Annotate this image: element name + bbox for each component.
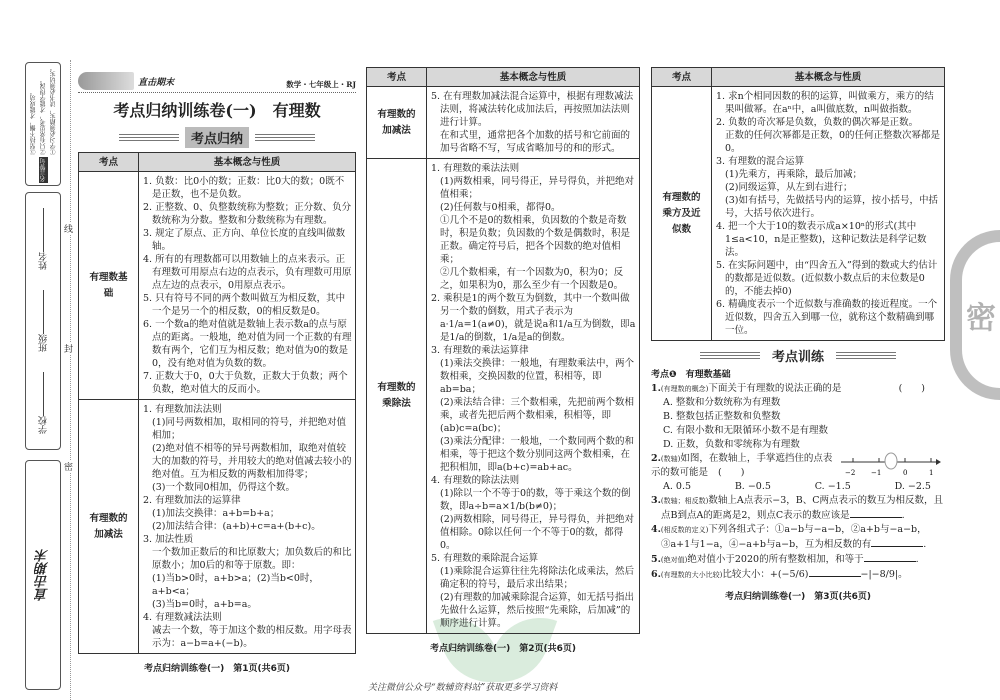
col-header-topic: 考点 (79, 153, 139, 171)
concept-item: 5. 只有符号不同的两个数叫做互为相反数，其中一个是另一个的相反数，0的相反数是0。 (143, 293, 346, 317)
concept-item: 5. 在实际问题中，由“四舍五入”得到的数或大约估计的数都是近似数。(近似数小数点后的末位数是0的，不能去掉0) (716, 260, 938, 297)
concept-item: 3. 加法性质 (143, 534, 194, 545)
concept-item: (2)绝对值不相等的异号两数相加，取绝对值较大的加数的符号，并用较大的绝对值减去较小的绝对值。互为相反数的两数相加得零； (152, 443, 352, 480)
brand-logo: 直击期末 (35, 549, 51, 601)
concept-item: (1)乘法交换律：一般地，有理数乘法中，两个数相乘，交换因数的位置，积相等，即ab=ba； (440, 358, 634, 395)
school-field[interactable] (37, 372, 50, 434)
concept-item: 3. 有理数的混合运算 (716, 156, 805, 167)
col-header-topic: 考点 (652, 68, 712, 86)
concept-item: 4. 把一个大于10的数表示成a×10ⁿ的形式(其中1≤a<10，n是正整数)，这种记数法是科学记数法。 (716, 221, 927, 258)
option[interactable]: B. 整数包括正整数和负整数 (663, 411, 781, 422)
section-title: 考点❶ 有理数基础 (651, 370, 731, 380)
concept-item: (1)除以一个不等于0的数，等于乘这个数的倒数，即a÷b=a×1/b(b≠0)； (440, 488, 631, 512)
table-row (367, 159, 639, 633)
name-label: 姓名 (38, 252, 49, 270)
concept-item: 4. 有理数减法法则 (143, 612, 222, 623)
page1-title: 考点归纳训练卷(一) 有理数 (113, 101, 321, 120)
option[interactable]: C. 有限小数和无限循环小数不是有理数 (663, 425, 828, 436)
tick-label: 1 (929, 469, 934, 477)
concept-item: 5. 在有理数加减法混合运算中，根据有理数减法法则，将减法转化成加法后，再按照加法法则进行计算。 (431, 91, 634, 128)
table-row (79, 400, 355, 653)
concept-item: 4. 所有的有理数都可以用数轴上的点来表示。正有理数可用原点右边的点表示，负有理数可用原点左边的点表示，0用原点表示。 (143, 254, 352, 291)
page3-footer: 考点归纳训练卷(一) 第3页(共6页) (725, 592, 871, 602)
concept-item: 2. 有理数加法的运算律 (143, 495, 241, 506)
concept-item: (2)加法结合律：(a+b)+c=a+(b+c)。 (152, 521, 321, 532)
concept-item: 1. 负数：比0小的数；正数：比0大的数；0既不是正数，也不是负数。 (143, 176, 345, 200)
concept-item: 3. 规定了原点、正方向、单位长度的直线叫做数轴。 (143, 228, 346, 252)
concept-item: 1. 有理数加法法则 (143, 404, 222, 415)
concept-item: 2. 乘积是1的两个数互为倒数，其中一个数叫做另一个数的倒数，用式子表示为a·1/a=1(a≠0)，就是说a和1/a互为倒数，即a是1/a的倒数，1/a是a的倒数。 (431, 293, 636, 343)
motto-box (25, 62, 61, 186)
page1-header-rule (78, 92, 356, 93)
page1-banner (78, 127, 356, 148)
row-topic: 有理数的加减法 (79, 400, 139, 653)
concept-item: (2)同级运算，从左到右进行； (725, 182, 853, 193)
page2-footer: 考点归纳训练卷(一) 第2页(共6页) (430, 644, 576, 654)
page2-table (366, 67, 640, 634)
concept-item: 2. 负数的奇次幂是负数，负数的偶次幂是正数。 (716, 117, 919, 128)
page2 (366, 67, 640, 655)
watermark-seal (950, 230, 1000, 400)
seal-line (70, 60, 71, 700)
concept-item: 1. 有理数的乘法法则 (431, 163, 520, 174)
bottom-note: 关注微信公众号“数辅资料站”获取更多学习资料 (368, 683, 558, 693)
row-topic: 有理数的乘方及近似数 (652, 87, 712, 340)
option[interactable]: A. 0.5 (663, 481, 692, 492)
col-header-concepts: 基本概念与性质 (499, 72, 567, 83)
row-content (139, 400, 355, 653)
practice-questions (651, 368, 945, 582)
concept-item: (1)两数相乘，同号得正，异号得负，并把绝对值相乘； (440, 176, 634, 200)
question-2: 2.(数轴)如图，在数轴上，手掌遮挡住的点表示的数可能是 ( ) −2 −1 0 1 (651, 452, 945, 480)
motto-3: ③坚持不懈，才能成功。 (29, 89, 37, 155)
page1-footer: 考点归纳训练卷(一) 第1页(共6页) (144, 664, 290, 674)
concept-item: 6. 精确度表示一个近似数与准确数的接近程度。一个近似数，四舍五入到哪一位，就称这个数精确到哪一位。 (716, 299, 938, 336)
concept-item: 5. 有理数的乘除混合运算 (431, 553, 539, 564)
concept-item: 6. 一个数a的绝对值就是数轴上表示数a的点与原点的距离。一般地，绝对值为同一个正数的有理数有两个，它们互为相反数；绝对值为0的数是0，没有绝对值为负数的数。 (143, 319, 352, 369)
concept-item: (3)乘法分配律：一般地，一个数同两个数的和相乘，等于把这个数分别同这两个数相乘，在把积相加，即a(b+c)=ab+ac。 (440, 436, 634, 473)
page1-brand-text: 直击期末 (138, 77, 175, 88)
page3 (651, 67, 945, 603)
option[interactable]: D. 正数，负数和零统称为有理数 (663, 439, 800, 450)
motto-label: 名言警句 (39, 158, 47, 182)
school-label: 学校 (38, 416, 49, 434)
page3-banner (651, 345, 945, 366)
concept-item: (1)乘除混合运算往往先将除法化成乘法，然后确定积的符号，最后求出结果； (440, 566, 634, 590)
tick-label: −2 (845, 469, 856, 477)
table-row (367, 87, 639, 159)
question-4: 4.(相反数的定义)下列各组式子：①a−b与−a−b，②a+b与−a−b，③a+1与1−a，④−a+b与a−b，互为相反数的有 . (651, 524, 927, 550)
concept-item: (3)当b=0时，a+b=a。 (152, 599, 257, 610)
concept-item: 减去一个数，等于加这个数的相反数。用字母表示为：a−b=a+(−b)。 (152, 625, 352, 649)
tick-label: 0 (903, 469, 908, 477)
concept-item: 4. 有理数的除法法则 (431, 475, 520, 486)
concept-item: (2)两数相除，同号得正，异号得负，并把绝对值相除。0除以任何一个不等于0的数，都得0。 (440, 514, 634, 551)
option[interactable]: D. −2.5 (894, 481, 931, 492)
hand-icon (885, 453, 897, 469)
question-5: 5.(绝对值)绝对值小于2020的所有整数相加，和等于 . (651, 554, 919, 565)
option[interactable]: C. −1.5 (814, 481, 851, 492)
col-header-concepts: 基本概念与性质 (213, 157, 281, 168)
page1-brand (78, 72, 134, 90)
concept-item: (1)同号两数相加，取相同的符号，并把绝对值相加； (152, 417, 346, 441)
option[interactable]: B. −0.5 (734, 481, 771, 492)
row-content (712, 87, 944, 340)
row-content (139, 172, 355, 399)
watermark-seal-text: 密 (966, 301, 996, 336)
concept-item: (1)先乘方，再乘除，最后加减； (725, 169, 862, 180)
table-row (79, 172, 355, 400)
tick-label: −1 (871, 469, 882, 477)
row-topic: 有理数的乘除法 (367, 159, 427, 633)
page1-table (78, 152, 356, 654)
concept-item: ②几个数相乘，有一个因数为0，积为0；反之，如果积为0，那么至少有一个因数是0。 (440, 267, 624, 291)
student-info-box (25, 192, 61, 450)
concept-item: (2)乘法结合律：三个数相乘，先把前两个数相乘，或者先把后两个数相乘，积相等，即(ab)c=a(bc)； (440, 397, 634, 434)
page1-subject: 数学・七年级上・RJ (286, 80, 356, 89)
row-content (427, 159, 639, 633)
answer-blank[interactable] (871, 537, 923, 547)
motto-2: ②只有常思考，才能学得深。 (39, 77, 47, 155)
concept-item: (3)如有括号，先做括号内的运算，按小括号，中括号，大括号依次进行。 (725, 195, 938, 219)
col-header-topic: 考点 (367, 68, 427, 86)
name-field[interactable] (37, 208, 50, 270)
seal-mi: 密 (64, 460, 73, 473)
page3-table (651, 67, 945, 341)
concept-item: (3)一个数同0相加，仍得这个数。 (152, 482, 296, 493)
concept-item: 7. 正数大于0，0大于负数，正数大于负数；两个负数，绝对值大的反而小。 (143, 371, 348, 395)
motto-1: ①学习必须踏实，读书必须切实。 (49, 65, 57, 155)
page1 (78, 66, 356, 675)
concept-item: 正数的任何次幂都是正数，0的任何正整数次幂都是0。 (725, 130, 941, 154)
question-1: 1.(有理数的概念)下面关于有理数的说法正确的是 ( ) (651, 383, 925, 394)
brand-logo-box (25, 460, 61, 690)
option[interactable]: A. 整数和分数统称为有理数 (663, 397, 781, 408)
answer-blank[interactable] (809, 567, 861, 577)
col-header-concepts: 基本概念与性质 (794, 72, 862, 83)
concept-item: 一个数加正数后的和比原数大；加负数后的和比原数小；加0后的和等于原数。即： (152, 547, 352, 571)
page3-banner-text: 考点训练 (771, 350, 824, 365)
class-field[interactable] (37, 290, 50, 352)
number-line (841, 452, 945, 478)
question-3: 3.(数轴；相反数)数轴上A点表示−3，B、C两点表示的数互为相反数，且点B到点A的距离是2，则点C表示的数应该是 . (651, 495, 944, 521)
concept-item: (2)任何数与0相乘，都得0。 (440, 202, 561, 213)
concept-item: ①几个不是0的数相乘，负因数的个数是奇数时，积是负数；负因数的个数是偶数时，积是正数。确定符号后，把各个因数的绝对值相乘； (440, 215, 631, 265)
concept-item: (1)当b>0时，a+b>a；(2)当b<0时，a+b<a； (152, 573, 319, 597)
class-label: 班级 (38, 334, 49, 352)
row-topic: 有理数基础 (79, 172, 139, 399)
concept-item: 1. 求n个相同因数的积的运算，叫做乘方，乘方的结果叫做幂。在aⁿ中，a叫做底数，n叫做指数。 (716, 91, 934, 115)
row-content (427, 87, 639, 158)
row-topic: 有理数的加减法 (367, 87, 427, 158)
question-6: 6.(有理数的大小比较)比较大小：+(−5/6) −|−8/9|。 (651, 569, 908, 580)
answer-blank[interactable] (864, 552, 916, 562)
answer-blank[interactable] (850, 508, 902, 518)
concept-item: 3. 有理数的乘法运算律 (431, 345, 529, 356)
concept-item: 在和式里，通常把各个加数的括号和它前面的加号省略不写，写成省略加号的和的形式。 (440, 130, 631, 154)
seal-xian: 线 (64, 222, 73, 235)
seal-feng: 封 (64, 342, 73, 355)
table-row (652, 87, 944, 340)
concept-item: (1)加法交换律：a+b=b+a； (152, 508, 280, 519)
page1-banner-text: 考点归纳 (185, 127, 249, 148)
concept-item: (2)有理数的加减乘除混合运算，如无括号指出先做什么运算，然后按照“先乘除，后加减”的顺序进行计算。 (440, 592, 634, 629)
concept-item: 2. 正整数、0、负整数统称为整数；正分数、负分数统称为分数。整数和分数统称为有理数。 (143, 202, 352, 226)
